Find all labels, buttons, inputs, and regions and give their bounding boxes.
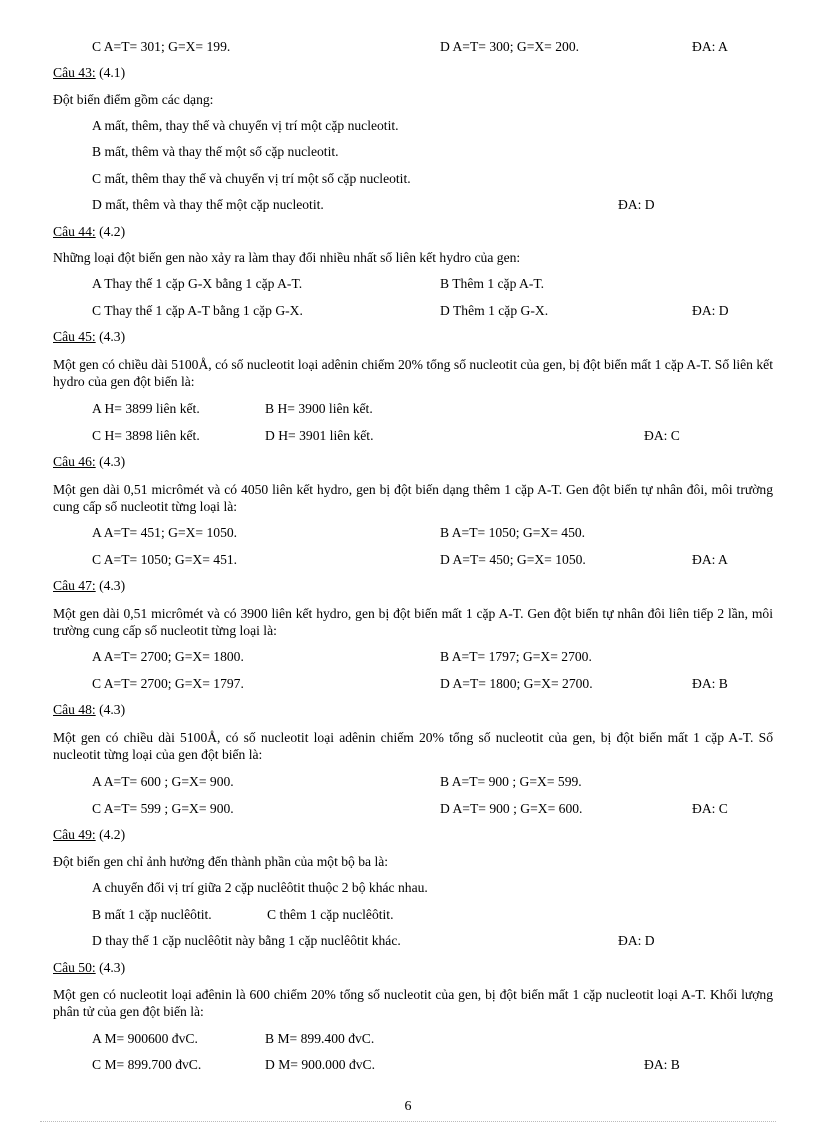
option-c: C A=T= 2700; G=X= 1797. [92,676,244,691]
option-b: B A=T= 900 ; G=X= 599. [440,774,582,789]
question-code: (4.3) [95,329,126,344]
option-b: B mất 1 cặp nuclêôtit. [92,907,212,922]
question-45-heading [53,329,125,345]
option-c: C A=T= 1050; G=X= 451. [92,552,238,567]
question-47-stem: Một gen dài 0,51 micrômét và có 3900 liên kết hydro, gen bị đột biến mất 1 cặp A-T. Gen đột biến tự nhân đôi liên tiếp 2 lần, môi trường cung cấp số nucleotit từng loại là: [53,606,773,638]
option-a: A A=T= 600 ; G=X= 900. [92,774,234,789]
answer: ĐA: A [692,552,728,567]
question-code: (4.3) [95,578,126,593]
question-48-stem: Một gen có chiều dài 5100Å, có số nucleotit loại adênin chiếm 20% tổng số nucleotit của gen, bị đột biến mất 1 cặp A-T. Số nucleotit từng loại của gen đột biến là: [53,730,773,762]
question-46-stem: Một gen dài 0,51 micrômét và có 4050 liên kết hydro, gen bị đột biến dạng thêm 1 cặp A-T. Gen đột biến tự nhân đôi, môi trường cung cấp số nucleotit từng loại là: [53,482,773,514]
answer: ĐA: B [692,676,728,691]
option-a: A chuyển đổi vị trí giữa 2 cặp nuclêôtit thuộc 2 bộ khác nhau. [92,880,428,895]
option-c: C A=T= 301; G=X= 199. [92,39,231,54]
question-50-stem: Một gen có nucleotit loại ađênin là 600 chiếm 20% tổng số nucleotit của gen, bị đột biến mất 1 cặp nucleotit loại A-T. Khối lượng phân tử của gen đột biến là: [53,987,773,1019]
option-b: B H= 3900 liên kết. [265,401,373,416]
answer: ĐA: D [692,303,729,318]
option-c: C mất, thêm thay thế và chuyển vị trí một số cặp nucleotit. [92,171,411,186]
answer: ĐA: B [644,1057,680,1072]
question-43-stem: Đột biến điểm gồm các dạng: [53,92,214,107]
question-code: (4.2) [95,224,126,239]
question-number: Câu 47: [53,578,96,593]
option-a: A A=T= 2700; G=X= 1800. [92,649,244,664]
option-d: D A=T= 450; G=X= 1050. [440,552,586,567]
option-b: B M= 899.400 đvC. [265,1031,375,1046]
question-number: Câu 44: [53,224,96,239]
option-d: D H= 3901 liên kết. [265,428,374,443]
answer: ĐA: C [644,428,680,443]
option-b: B Thêm 1 cặp A-T. [440,276,545,291]
option-c: C thêm 1 cặp nuclêôtit. [267,907,394,922]
option-b: B A=T= 1797; G=X= 2700. [440,649,592,664]
option-b: B mất, thêm và thay thế một số cặp nucleotit. [92,144,339,159]
question-number: Câu 48: [53,702,96,717]
answer: ĐA: C [692,801,728,816]
option-c: C M= 899.700 đvC. [92,1057,202,1072]
option-d: D Thêm 1 cặp G-X. [440,303,549,318]
option-a: A A=T= 451; G=X= 1050. [92,525,238,540]
question-44-stem: Những loại đột biến gen nào xảy ra làm thay đổi nhiều nhất số liên kết hydro của gen: [53,250,521,265]
option-c: C Thay thế 1 cặp A-T bằng 1 cặp G-X. [92,303,303,318]
question-49-stem: Đột biến gen chỉ ảnh hưởng đến thành phần của một bộ ba là: [53,854,389,869]
question-46-heading [53,454,125,470]
option-d: D M= 900.000 đvC. [265,1057,376,1072]
option-a: A H= 3899 liên kết. [92,401,200,416]
question-number: Câu 46: [53,454,96,469]
answer: ĐA: A [692,39,728,54]
question-number: Câu 43: [53,65,96,80]
option-a: A M= 900600 đvC. [92,1031,198,1046]
option-d: D thay thế 1 cặp nuclêôtit này bằng 1 cặp nuclêôtit khác. [92,933,401,948]
option-d: D A=T= 300; G=X= 200. [440,39,580,54]
question-code: (4.1) [95,65,126,80]
question-number: Câu 49: [53,827,96,842]
answer: ĐA: D [618,197,655,212]
question-code: (4.3) [95,702,126,717]
option-d: D A=T= 1800; G=X= 2700. [440,676,593,691]
page-number: 6 [404,1099,412,1114]
option-c: C A=T= 599 ; G=X= 900. [92,801,234,816]
question-43-heading [53,65,125,81]
question-45-stem: Một gen có chiều dài 5100Å, có số nucleotit loại adênin chiếm 20% tổng số nucleotit của gen, bị đột biến mất 1 cặp A-T. Số liên kết hydro của gen đột biến là: [53,357,773,389]
question-50-heading [53,960,125,976]
option-a: A mất, thêm, thay thế và chuyển vị trí một cặp nucleotit. [92,118,399,133]
question-number: Câu 45: [53,329,96,344]
question-code: (4.3) [95,454,126,469]
question-47-heading [53,578,125,594]
question-49-heading [53,827,125,843]
option-c: C H= 3898 liên kết. [92,428,200,443]
option-a: A Thay thế 1 cặp G-X bằng 1 cặp A-T. [92,276,303,291]
answer: ĐA: D [618,933,655,948]
question-44-heading [53,224,125,240]
footer-divider [40,1121,776,1122]
option-b: B A=T= 1050; G=X= 450. [440,525,586,540]
option-d: D mất, thêm và thay thế một cặp nucleotit. [92,197,324,212]
question-48-heading [53,702,125,718]
option-d: D A=T= 900 ; G=X= 600. [440,801,583,816]
question-number: Câu 50: [53,960,96,975]
question-code: (4.3) [95,960,126,975]
question-code: (4.2) [95,827,126,842]
